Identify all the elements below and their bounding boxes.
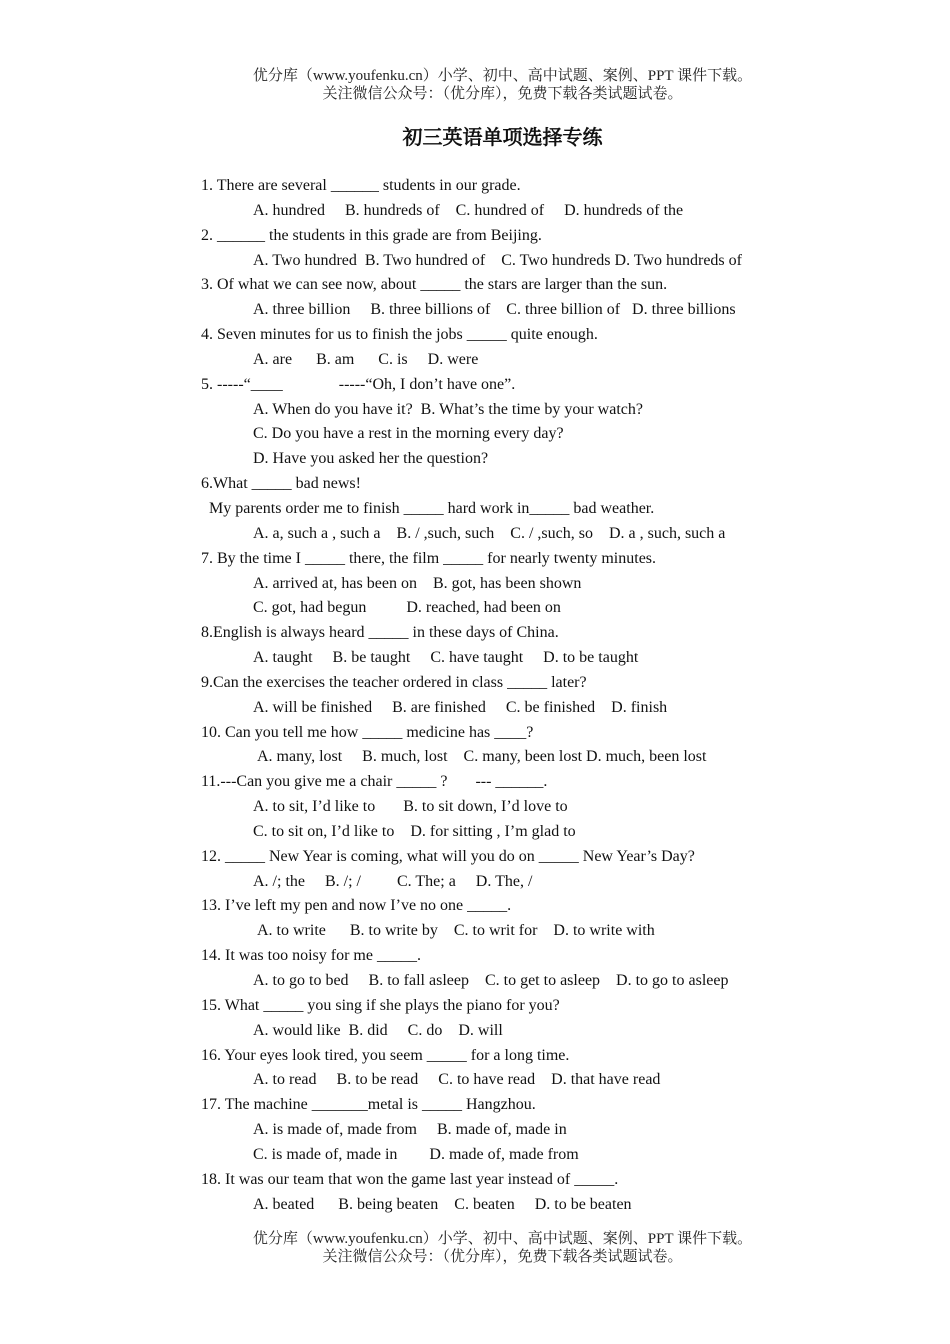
question-line: 2. ______ the students in this grade are from Beijing. [201,226,542,244]
option-line: A. to sit, I’d like to B. to sit down, I’d love to [253,798,568,816]
question-line: 1. There are several ______ students in our grade. [201,177,521,194]
option-line: A. to go to bed B. to fall asleep C. to get to asleep D. to go to asleep [253,972,729,989]
question-line: 8.English is always heard _____ in these days of China. [201,624,559,642]
option-line: A. arrived at, has been on B. got, has been shown [253,574,582,592]
option-line: A. Two hundred B. Two hundred of C. Two hundreds D. Two hundreds of [253,251,742,269]
option-line: A. will be finished B. are finished C. be finished D. finish [253,698,668,716]
page-title: 初三英语单项选择专练 [402,125,603,149]
question-line: 16. Your eyes look tired, you seem _____ for a long time. [201,1046,570,1064]
option-line: C. is made of, made in D. made of, made from [253,1145,579,1163]
option-line: A. three billion B. three billions of C. three billion of D. three billions [253,301,736,319]
option-line: A. beated B. being beaten C. beaten D. to be beaten [253,1195,632,1213]
question-line: 14. It was too noisy for me _____. [201,947,421,965]
question-subline: My parents order me to finish _____ hard work in_____ bad weather. [209,499,655,517]
page-footer [0,1230,950,1266]
question-line: 4. Seven minutes for us to finish the jobs _____ quite enough. [201,326,598,344]
header-line-1: 优分库（www.youfenku.cn）小学、初中、高中试题、案例、PPT 课件下载。 [252,68,753,84]
question-line: 10. Can you tell me how _____ medicine has ____? [201,723,534,741]
option-line: A. taught B. be taught C. have taught D. to be taught [253,649,639,667]
option-line: C. to sit on, I’d like to D. for sitting , I’m glad to [253,822,576,840]
question-line: 6.What _____ bad news! [201,475,361,493]
option-line: A. to write B. to write by C. to writ for D. to write with [257,922,655,940]
option-line: A. would like B. did C. do D. will [253,1021,503,1039]
question-line: 9.Can the exercises the teacher ordered in class _____ later? [201,673,587,691]
question-line: 15. What _____ you sing if she plays the piano for you? [201,996,560,1014]
footer-line-2: 关注微信公众号：（优分库），免费下载各类试题试卷。 [322,1249,683,1265]
option-line: A. /; the B. /; / C. The; a D. The, / [253,872,533,890]
option-line: A. are B. am C. is D. were [253,350,479,368]
option-line: A. hundred B. hundreds of C. hundred of D. hundreds of the [253,201,684,219]
page-header [0,67,950,103]
option-line: C. Do you have a rest in the morning every day? [253,425,564,443]
option-line: A. When do you have it? B. What’s the time by your watch? [253,400,643,418]
footer-line-1: 优分库（www.youfenku.cn）小学、初中、高中试题、案例、PPT 课件下载。 [252,1231,753,1247]
option-line: A. many, lost B. much, lost C. many, been lost D. much, been lost [257,748,707,766]
question-line: 12. _____ New Year is coming, what will you do on _____ New Year’s Day? [201,847,695,865]
option-line: D. Have you asked her the question? [253,450,489,468]
question-line: 11.---Can you give me a chair _____ ? --- ______. [201,773,548,791]
option-line: A. a, such a , such a B. / ,such, such C. / ,such, so D. a , such, such a [253,524,726,542]
question-line: 18. It was our team that won the game last year instead of _____. [201,1170,619,1188]
header-line-2: 关注微信公众号：（优分库），免费下载各类试题试卷。 [322,86,683,102]
option-line: A. to read B. to be read C. to have read D. that have read [253,1071,661,1089]
option-line: A. is made of, made from B. made of, made in [253,1121,567,1139]
question-line: 5. -----“____ -----“Oh, I don’t have one”. [201,375,516,393]
question-line: 17. The machine _______metal is _____ Hangzhou. [201,1096,536,1114]
question-line: 13. I’ve left my pen and now I’ve no one _____. [201,897,512,915]
question-list [201,174,901,1217]
question-line: 3. Of what we can see now, about _____ the stars are larger than the sun. [201,276,668,294]
option-line: C. got, had begun D. reached, had been on [253,599,561,617]
question-line: 7. By the time I _____ there, the film _____ for nearly twenty minutes. [201,549,657,567]
